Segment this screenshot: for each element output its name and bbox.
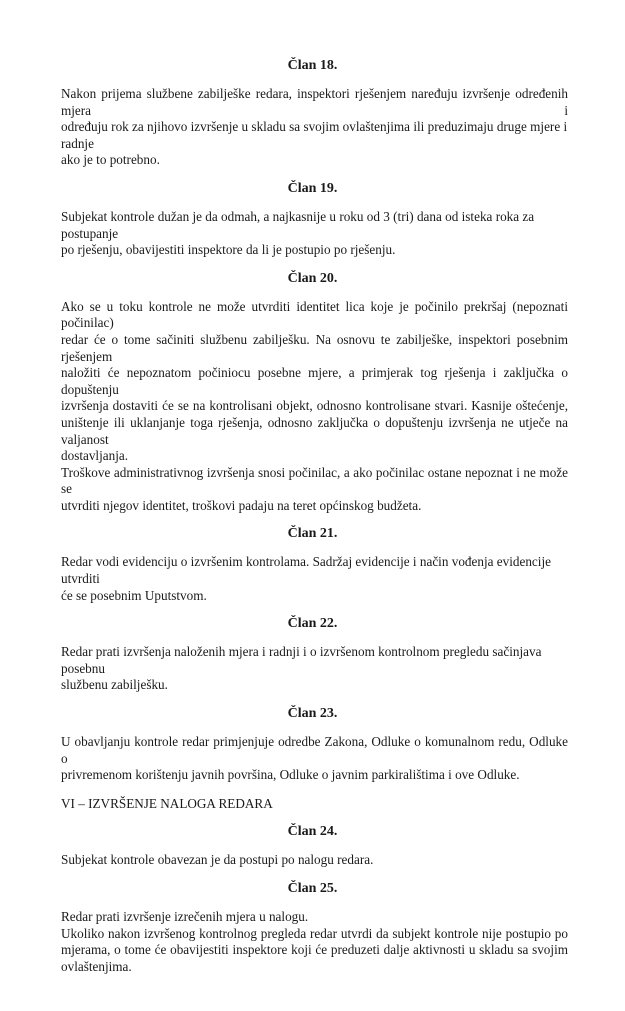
article-18-body (61, 86, 568, 169)
text-line: Ako se u toku kontrole ne može utvrditi identitet lica koje je počinilo prekršaj (nepoznati počinilac) (61, 298, 568, 331)
text-line: Redar prati izvršenje izrečenih mjera u nalogu. (61, 909, 309, 924)
text-line: ovlaštenjima. (61, 958, 132, 974)
text-line: izvršenja dostaviti će se na kontrolisani objekt, odnosno kontrolisane stvari. Kasnije oštećenje, (61, 398, 568, 414)
article-21-body (61, 554, 568, 604)
article-24-body (61, 852, 568, 869)
text-line: Ukoliko nakon izvršenog kontrolnog pregleda redar utvrdi da subjekt kontrole nije postupio po (61, 925, 568, 941)
text-line: Redar vodi evidenciju o izvršenim kontrolama. Sadržaj evidencije i način vođenja evidencije utvrditi (61, 554, 551, 587)
text-line: privremenom korištenju javnih površina, Odluke o javnim parkiralištima i ove Odluke. (61, 767, 520, 783)
article-19-heading: Član 19. (287, 180, 338, 196)
text-line: određuju rok za njihovo izvršenje u skladu sa svojim ovlaštenjima ili preduzimaju druge mjere i radnje (61, 119, 568, 151)
article-20-body (61, 299, 568, 515)
text-line: službenu zabilješku. (61, 677, 168, 693)
article-22-body (61, 644, 568, 694)
text-line: utvrditi njegov identitet, troškovi padaju na teret općinskog budžeta. (61, 497, 422, 513)
text-line: naložiti će nepoznatom počiniocu posebne mjere, a primjerak tog rješenja i zaključka o dopuštenju (61, 365, 568, 397)
text-line: će se posebnim Uputstvom. (61, 587, 207, 603)
article-23-heading: Član 23. (287, 706, 338, 722)
text-line: redar će o tome sačiniti službenu zabilješku. Na osnovu te zabilješke, inspektori posebnim rješenjem (61, 331, 568, 364)
text-line: Redar prati izvršenja naloženih mjera i radnji i o izvršenom kontrolnom pregledu sačinjava posebnu (61, 644, 542, 676)
text-line: ako je to potrebno. (61, 152, 160, 168)
text-line: Subjekat kontrole dužan je da odmah, a najkasnije u roku od 3 (tri) dana od isteka roka za postupanje (61, 208, 535, 241)
text-line: Troškove administrativnog izvršenja snosi počinilac, a ako počinilac ostane nepoznat i ne može se (61, 464, 568, 497)
text-line: U obavljanju kontrole redar primjenjuje odredbe Zakona, Odluke o komunalnom redu, Odluke o (61, 734, 568, 766)
article-19-body (61, 209, 568, 259)
section-title: VI – IZVRŠENJE NALOGA REDARA (61, 795, 273, 811)
text-line: Subjekat kontrole obavezan je da postupi po nalogu redara. (61, 852, 374, 868)
article-22-heading: Član 22. (287, 616, 338, 632)
article-23-body (61, 734, 568, 784)
article-18-heading: Član 18. (287, 58, 338, 73)
text-line: dostavljanja. (61, 448, 129, 464)
text-line: uništenje ili uklanjanje toga rješenja, odnosno zaključka o dopuštenju izvršenja ne utječe na valjanost (61, 414, 568, 447)
article-24-heading: Član 24. (287, 824, 338, 840)
article-25-heading: Član 25. (287, 881, 338, 896)
text-line: po rješenju, obavijestiti inspektore da li je postupio po rješenju. (61, 242, 396, 258)
article-25-body (61, 909, 568, 975)
text-line: mjerama, o tome će obavijestiti inspektore koji će preduzeti dalje aktivnosti u skladu sa svojim (61, 942, 568, 958)
text-line: Nakon prijema službene zabilješke redara, inspektori rješenjem naređuju izvršenje određenih mjera i (61, 86, 568, 118)
article-21-heading: Član 21. (287, 526, 338, 542)
article-20-heading: Član 20. (287, 270, 338, 286)
